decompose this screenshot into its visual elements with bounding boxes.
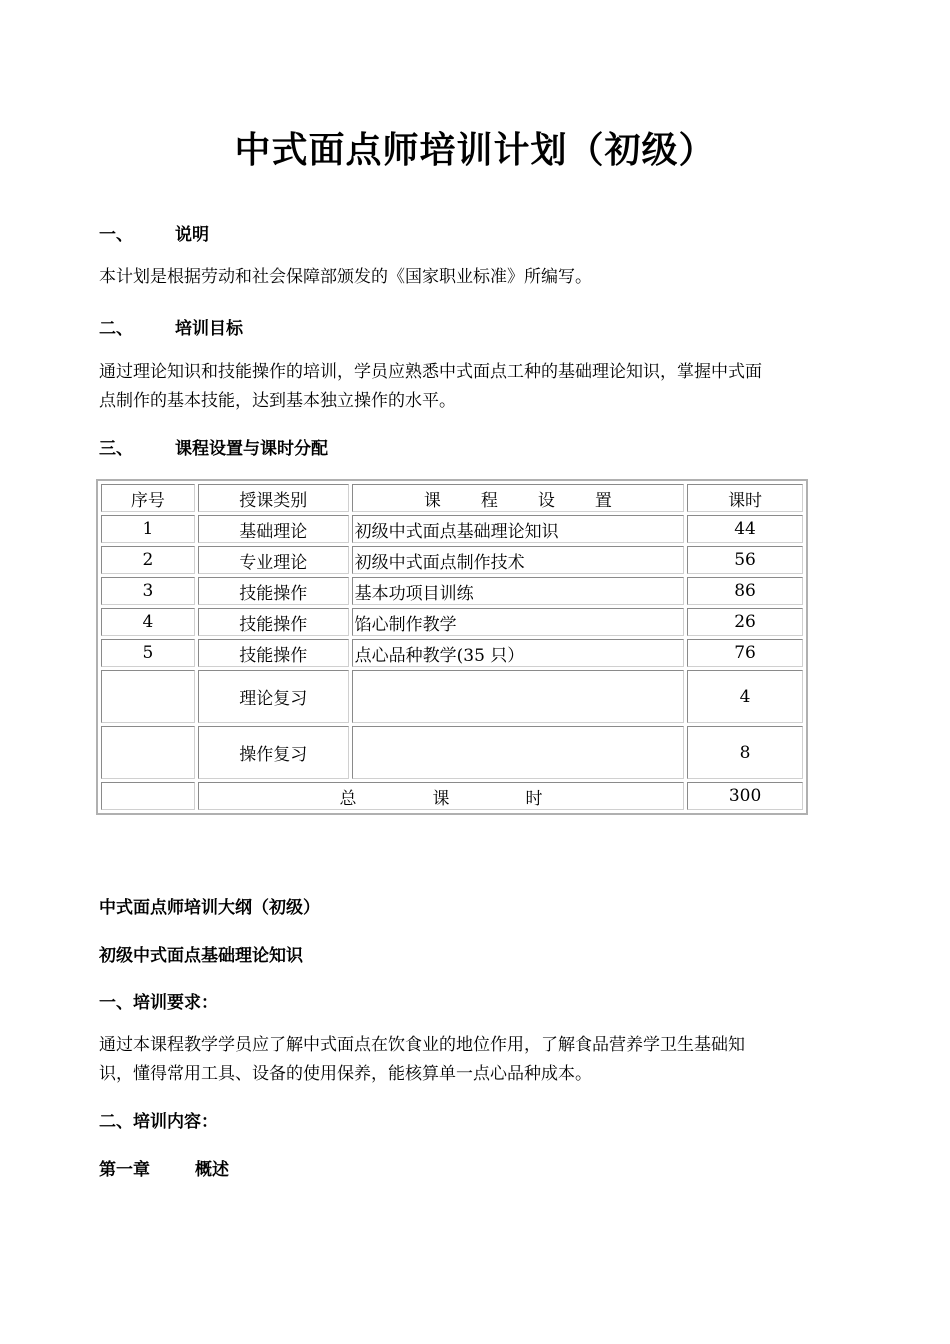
chapter-heading (99, 1155, 229, 1180)
section-number: 二、 (99, 319, 133, 339)
total-hours: 300 (687, 782, 803, 810)
outline-title: 中式面点师培训大纲（初级） (99, 898, 320, 918)
cell-seq: 5 (101, 639, 195, 667)
cell-course (352, 670, 685, 723)
header-seq: 序号 (101, 484, 195, 512)
table-row (101, 608, 803, 636)
table-row (101, 577, 803, 605)
table-header-row (101, 484, 803, 512)
header-course-char: 程 (480, 490, 498, 511)
cell-hours: 76 (687, 639, 803, 667)
chapter-number: 第一章 (99, 1160, 150, 1180)
cell-course: 初级中式面点制作技术 (352, 546, 685, 574)
outline-subtitle: 初级中式面点基础理论知识 (99, 946, 303, 966)
total-label-char: 课 (432, 788, 450, 809)
requirements-heading: 一、培训要求： (99, 993, 218, 1013)
cell-seq: 3 (101, 577, 195, 605)
cell-category: 技能操作 (198, 639, 349, 667)
content-heading: 二、培训内容： (99, 1112, 218, 1132)
course-schedule-table (96, 479, 808, 815)
requirements-line: 通过本课程教学学员应了解中式面点在饮食业的地位作用，了解食品营养学卫生基础知 (99, 1035, 745, 1055)
document-title: 中式面点师培训计划（初级） (234, 130, 716, 171)
section-label: 培训目标 (175, 319, 243, 339)
requirements-line: 识，懂得常用工具、设备的使用保养，能核算单一点心品种成本。 (99, 1064, 592, 1084)
header-course-char: 设 (537, 490, 555, 511)
table-row (101, 670, 803, 723)
section-heading-courses (99, 434, 328, 459)
total-label-char: 总 (339, 788, 357, 809)
goal-paragraph (99, 358, 859, 416)
cell-course (352, 726, 685, 779)
cell-seq: 4 (101, 608, 195, 636)
cell-category: 理论复习 (198, 670, 349, 723)
table-total-row (101, 782, 803, 810)
cell-course: 基本功项目训练 (352, 577, 685, 605)
cell-category: 专业理论 (198, 546, 349, 574)
cell-hours: 86 (687, 577, 803, 605)
cell-seq (101, 726, 195, 779)
requirements-paragraph (99, 1031, 859, 1089)
header-course-char: 置 (594, 490, 612, 511)
table-row (101, 726, 803, 779)
cell-seq: 2 (101, 546, 195, 574)
section-heading-explanation (99, 220, 209, 245)
section-heading-goal (99, 314, 243, 339)
header-course-char: 课 (423, 490, 441, 511)
section-number: 三、 (99, 439, 133, 459)
header-hours: 课时 (687, 484, 803, 512)
cell-category: 技能操作 (198, 577, 349, 605)
cell-seq (101, 670, 195, 723)
header-course (352, 484, 685, 512)
total-label (198, 782, 684, 810)
cell-category: 基础理论 (198, 515, 349, 543)
section-label: 说明 (175, 225, 209, 245)
total-label-char: 时 (525, 788, 543, 809)
table-row (101, 639, 803, 667)
cell-course: 馅心制作教学 (352, 608, 685, 636)
cell-course: 点心品种教学(35 只） (352, 639, 685, 667)
table-row (101, 515, 803, 543)
intro-paragraph: 本计划是根据劳动和社会保障部颁发的《国家职业标准》所编写。 (99, 267, 592, 287)
goal-line: 点制作的基本技能，达到基本独立操作的水平。 (99, 391, 456, 411)
cell-hours: 8 (687, 726, 803, 779)
cell-hours: 26 (687, 608, 803, 636)
goal-line: 通过理论知识和技能操作的培训，学员应熟悉中式面点工种的基础理论知识，掌握中式面 (99, 362, 762, 382)
cell-hours: 4 (687, 670, 803, 723)
cell-hours: 56 (687, 546, 803, 574)
header-category: 授课类别 (198, 484, 349, 512)
section-label: 课程设置与课时分配 (175, 439, 328, 459)
cell-empty (101, 782, 195, 810)
cell-hours: 44 (687, 515, 803, 543)
cell-category: 技能操作 (198, 608, 349, 636)
section-number: 一、 (99, 225, 133, 245)
table-row (101, 546, 803, 574)
chapter-title: 概述 (195, 1160, 229, 1180)
cell-category: 操作复习 (198, 726, 349, 779)
cell-seq: 1 (101, 515, 195, 543)
cell-course: 初级中式面点基础理论知识 (352, 515, 685, 543)
